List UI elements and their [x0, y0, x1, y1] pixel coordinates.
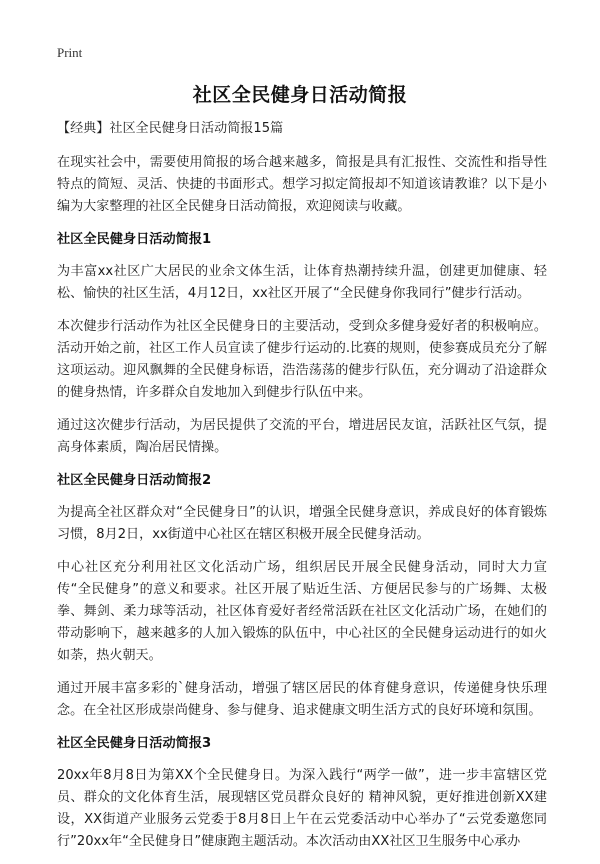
print-link[interactable]: Print: [57, 45, 83, 60]
section-1-paragraph-1: 为丰富xx社区广大居民的业余文体生活，让体育热潮持续升温，创建更加健康、轻松、愉快的社区生活，4月12日，xx社区开展了“全民健身你我同行”健步行活动。: [57, 264, 547, 301]
intro-paragraph: 在现实社会中，需要使用简报的场合越来越多，简报是具有汇报性、交流性和指导性特点的简短、灵活、快捷的书面形式。想学习拟定简报却不知道该请教谁？以下是小编为大家整理的社区全民健身日活动简报，欢迎阅读与收藏。: [57, 155, 547, 214]
section-2-paragraph-1: 为提高全社区群众对“全民健身日”的认识，增强全民健身意识，养成良好的体育锻炼习惯，8月2日，xx街道中心社区在辖区积极开展全民健身活动。: [57, 505, 547, 542]
page-title: 社区全民健身日活动简报: [192, 84, 408, 106]
section-heading-2: 社区全民健身日活动简报2: [57, 473, 212, 488]
section-1-paragraph-3: 通过这次健步行活动，为居民提供了交流的平台，增进居民友谊，活跃社区气氛，提高身体素质，陶冶居民情操。: [57, 418, 547, 455]
section-2-paragraph-3: 通过开展丰富多彩的`健身活动，增强了辖区居民的体育健身意识，传递健身快乐理念。在全社区形成崇尚健身、参与健身、追求健康文明生活方式的良好环境和氛围。: [57, 681, 547, 718]
section-2-paragraph-2: 中心社区充分利用社区文化活动广场，组织居民开展全民健身活动，同时大力宣传“全民健身”的意义和要求。社区开展了贴近生活、方便居民参与的广场舞、太极拳、舞剑、柔力球等活动，社区体育爱好者经常活跃在社区文化活动广场，在她们的带动影响下，越来越多的人加入锻炼的队伍中，中心社区的全民健身运动进行的如火如荼，热火朝天。: [57, 560, 547, 663]
article-body: [57, 118, 547, 864]
section-1-paragraph-2: 本次健步行活动作为社区全民健身日的主要活动，受到众多健身爱好者的积极响应。活动开始之前，社区工作人员宣读了健步行运动的.比赛的规则，使参赛成员充分了解这项运动。迎风飘舞的全民健身标语，浩浩荡荡的健步行队伍，充分调动了沿途群众的健身热情，许多群众自发地加入到健步行队伍中来。: [57, 319, 547, 400]
article-subtitle: 【经典】社区全民健身日活动简报15篇: [57, 121, 284, 136]
section-heading-1: 社区全民健身日活动简报1: [57, 232, 212, 247]
section-heading-3: 社区全民健身日活动简报3: [57, 736, 212, 751]
section-3-paragraph-1: 20xx年8月8日为第XX个全民健身日。为深入践行“两学一做”，进一步丰富辖区党员、群众的文化体育生活，展现辖区党员群众良好的 精神风貌，更好推进创新XX建设，XX街道产业服务云党委于8月8日上午在云党委活动中心举办了“云党委邀您同行”20xx年“全民健身日”健康跑主题活动。本次活动由XX社区卫生服务中心承办: [57, 768, 547, 849]
